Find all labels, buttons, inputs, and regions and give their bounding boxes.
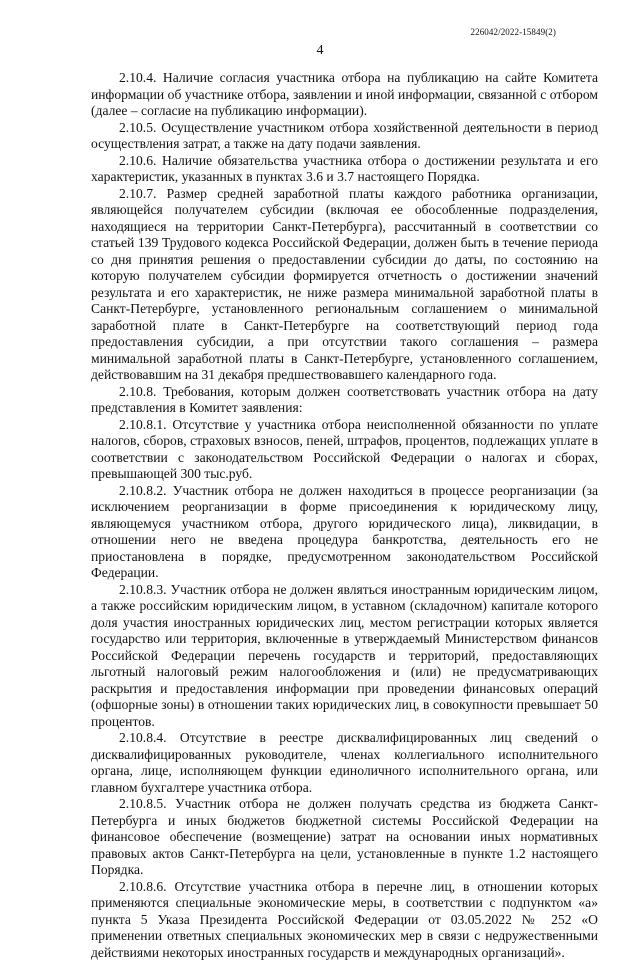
paragraph-2-10-8-4: 2.10.8.4. Отсутствие в реестре дисквалифицированных лиц сведений о дисквалифицированных руководителе, членах коллегиального исполнительного органа, лице, исполняющем функции единоличного исполнительного органа, или главном бухгалтере участника отбора. [91, 730, 598, 796]
paragraph-2-10-8: 2.10.8. Требования, которым должен соответствовать участник отбора на дату представления в Комитет заявления: [91, 384, 598, 417]
paragraph-2-10-5: 2.10.5. Осуществление участником отбора хозяйственной деятельности в период осуществления затрат, а также на дату подачи заявления. [91, 120, 598, 153]
paragraph-2-10-7: 2.10.7. Размер средней заработной платы каждого работника организации, являющейся получателем субсидии (включая ее обособленные подразделения, находящиеся на территории Санкт-Петербурга), рассчитанный в соответствии со статьей 139 Трудового кодекса Российской Федерации, должен быть в течение периода со дня принятия решения о предоставлении субсидии до даты, по состоянию на которую получателем субсидии формируется отчетность о достижении значений результата и его характеристик, не ниже размера минимальной заработной платы в Санкт-Петербурге, установленного региональным соглашением о минимальной заработной плате в Санкт-Петербурге на соответствующий период года предоставления субсидии, а при отсутствии такого соглашения – размера минимальной заработной платы в Санкт-Петербурге, установленного соглашением, действовавшим на 31 декабря предшествовавшего календарного года. [91, 186, 598, 384]
document-id: 226042/2022-15849(2) [471, 27, 557, 37]
paragraph-2-10-4: 2.10.4. Наличие согласия участника отбора на публикацию на сайте Комитета информации об участнике отбора, заявлении и иной информации, связанной с отбором (далее – согласие на публикацию информации). [91, 70, 598, 120]
paragraph-2-10-8-5: 2.10.8.5. Участник отбора не должен получать средства из бюджета Санкт-Петербурга и иных бюджетов бюджетной системы Российской Федерации на финансовое обеспечение (возмещение) затрат на основании иных нормативных правовых актов Санкт-Петербурга на цели, установленные в пункте 1.2 настоящего Порядка. [91, 796, 598, 879]
paragraph-2-10-8-1: 2.10.8.1. Отсутствие у участника отбора неисполненной обязанности по уплате налогов, сборов, страховых взносов, пеней, штрафов, процентов, подлежащих уплате в соответствии с законодательством Российской Федерации о налогах и сборах, превышающей 300 тыс.руб. [91, 417, 598, 483]
document-body [91, 70, 598, 961]
page-number: 4 [0, 43, 640, 59]
paragraph-2-10-8-3: 2.10.8.3. Участник отбора не должен являться иностранным юридическим лицом, а также российским юридическим лицом, в уставном (складочном) капитале которого доля участия иностранных юридических лиц, местом регистрации которых является государство или территория, включенные в утверждаемый Министерством финансов Российской Федерации перечень государств и территорий, предоставляющих льготный налоговый режим налогообложения и (или) не предусматривающих раскрытия и предоставления информации при проведении финансовых операций (офшорные зоны) в отношении таких юридических лиц, в совокупности превышает 50 процентов. [91, 582, 598, 731]
paragraph-2-10-8-2: 2.10.8.2. Участник отбора не должен находиться в процессе реорганизации (за исключением реорганизации в форме присоединения к юридическому лицу, являющемуся участником отбора, другого юридического лица), ликвидации, в отношении него не введена процедура банкротства, деятельность его не приостановлена в порядке, предусмотренном законодательством Российской Федерации. [91, 483, 598, 582]
paragraph-2-10-8-6: 2.10.8.6. Отсутствие участника отбора в перечне лиц, в отношении которых применяются специальные экономические меры, в соответствии с подпунктом «а» пункта 5 Указа Президента Российской Федерации от 03.05.2022 № 252 «О применении ответных специальных экономических мер в связи с недружественными действиями некоторых иностранных государств и международных организаций». [91, 879, 598, 961]
paragraph-2-10-6: 2.10.6. Наличие обязательства участника отбора о достижении результата и его характеристик, указанных в пунктах 3.6 и 3.7 настоящего Порядка. [91, 153, 598, 186]
